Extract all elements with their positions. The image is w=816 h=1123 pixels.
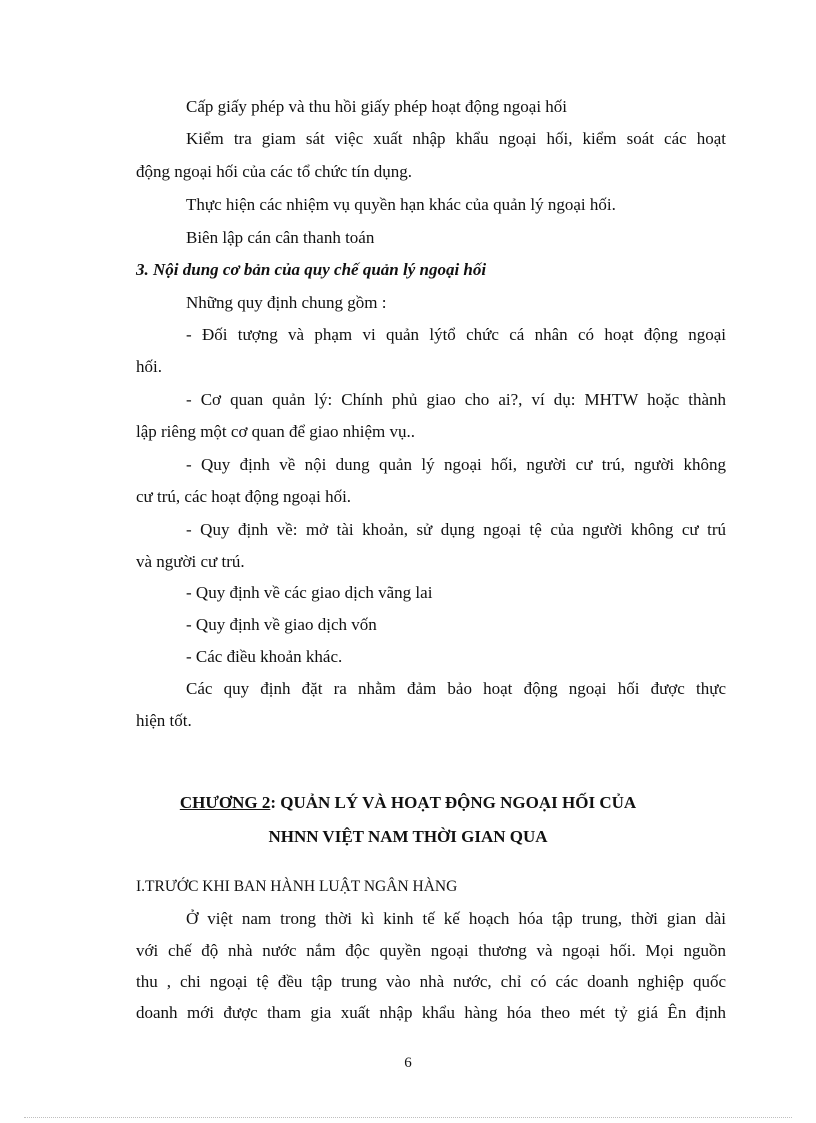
paragraph-line: động ngoại hối của các tổ chức tín dụng. [136, 162, 412, 181]
section-heading-3: 3. Nội dung cơ bản của quy chế quản lý ngoại hối [136, 260, 487, 279]
section-heading-1: I.TRƯỚC KHI BAN HÀNH LUẬT NGÂN HÀNG [136, 878, 458, 895]
paragraph-line: hiện tốt. [136, 711, 192, 730]
paragraph-line: Cấp giấy phép và thu hồi giấy phép hoạt động ngoại hối [186, 97, 568, 116]
paragraph-line: Thực hiện các nhiệm vụ quyền hạn khác của quản lý ngoại hối. [186, 195, 616, 214]
paragraph-line: lập riêng một cơ quan để giao nhiệm vụ.. [136, 422, 416, 441]
chapter-title-rest: : QUẢN LÝ VÀ HOẠT ĐỘNG NGOẠI HỐI CỦA [270, 793, 637, 812]
list-item: - Cơ quan quản lý: Chính phủ giao cho ai?, ví dụ: MHTW hoặc thành [186, 390, 726, 409]
paragraph-line: Những quy định chung gồm : [186, 293, 387, 312]
paragraph-line: Ở việt nam trong thời kì kinh tế kế hoạch hóa tập trung, thời gian dài [186, 909, 726, 928]
paragraph-line: thu , chi ngoại tệ đều tập trung vào nhà nước, chỉ có các doanh nghiệp quốc [136, 972, 726, 991]
list-item: - Các điều khoản khác. [186, 647, 343, 666]
list-item: - Quy định về các giao dịch vãng lai [186, 583, 433, 602]
list-item: - Quy định về giao dịch vốn [186, 615, 377, 634]
page-number: 6 [404, 1055, 412, 1071]
paragraph-line: Các quy định đặt ra nhằm đảm bảo hoạt động ngoại hối được thực [186, 679, 726, 698]
paragraph-line: Biên lập cán cân thanh toán [186, 228, 375, 247]
paragraph-line: hối. [136, 357, 162, 376]
paragraph-line: với chế độ nhà nước nắm độc quyền ngoại thương và ngoại hối. Mọi nguồn [136, 941, 726, 960]
paragraph-line: và người cư trú. [136, 552, 245, 571]
paragraph-line: Kiểm tra giam sát việc xuất nhập khẩu ngoại hối, kiểm soát các hoạt [186, 129, 726, 148]
paragraph-line: doanh mới được tham gia xuất nhập khẩu hàng hóa theo mét tỷ giá Ên định [136, 1003, 726, 1022]
chapter-title-line2: NHNN VIỆT NAM THỜI GIAN QUA [268, 827, 548, 846]
list-item: - Quy định về: mở tài khoản, sử dụng ngoại tệ của người không cư trú [186, 520, 726, 539]
list-item: - Quy định về nội dung quản lý ngoại hối, người cư trú, người không [186, 455, 726, 474]
list-item: - Đối tượng và phạm vi quản lýtổ chức cá nhân có hoạt động ngoại [186, 325, 726, 344]
chapter-label: CHƯƠNG 2 [179, 793, 271, 812]
paragraph-line: cư trú, các hoạt động ngoại hối. [136, 487, 352, 506]
page-bottom-divider [24, 1117, 792, 1118]
chapter-title [0, 792, 816, 814]
